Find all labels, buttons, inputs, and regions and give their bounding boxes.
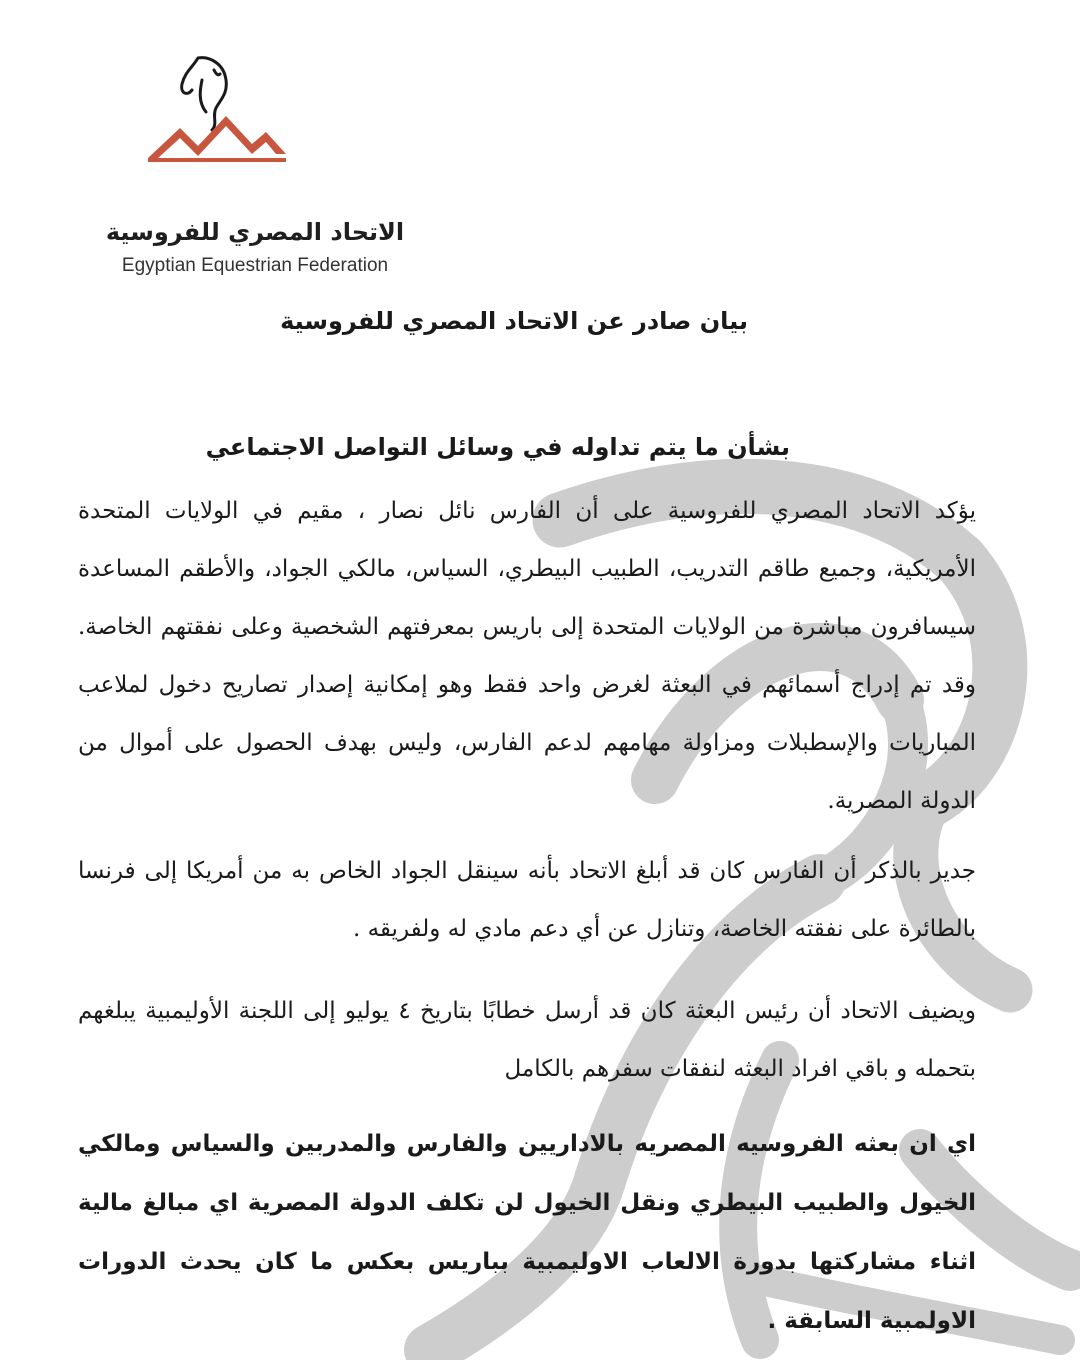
logo-english-name: Egyptian Equestrian Federation [121,255,389,276]
paragraph-4-bold: اي ان بعثه الفروسيه المصريه بالاداريين والفارس والمدربين والسياس ومالكي الخيول والطبيب البيطري ونقل الخيول لن تكلف الدولة المصرية اي مبالغ مالية اثناء مشاركتها بدورة الالعاب الاوليمبية بباريس بعكس ما كان يحدث الدورات الاولمبية السابقة . [78,1131,976,1334]
statement-title: بيان صادر عن الاتحاد المصري للفروسية [280,307,748,335]
paragraph-3: ويضيف الاتحاد أن رئيس البعثة كان قد أرسل خطابًا بتاريخ ٤ يوليو إلى اللجنة الأوليمبية يبلغهم بتحمله و باقي افراد البعثه لنفقات سفرهم بالكامل [78,998,976,1082]
horse-logo-icon [140,50,290,170]
paragraph-1: يؤكد الاتحاد المصري للفروسية على أن الفارس نائل نصار ، مقيم في الولايات المتحدة الأمريكية، وجميع طاقم التدريب، الطبيب البيطري، السياس، مالكي الجواد، والأطقم المساعدة سيسافرون مباشرة من الولايات المتحدة إلى باريس بمعرفتهم الشخصية وعلى نفقتهم الخاصة. وقد تم إدراج أسمائهم في البعثة لغرض واحد فقط وهو إمكانية إصدار تصاريح دخول لملاعب المباريات والإسطبلات ومزاولة مهامهم لدعم الفارس، وليس بهدف الحصول على أموال من الدولة المصرية. [78,498,976,814]
logo-arabic-name: الاتحاد المصري للفروسية [105,218,405,246]
federation-logo [80,50,405,276]
statement-subtitle: بشأن ما يتم تداوله في وسائل التواصل الاجتماعي [205,433,790,461]
paragraph-2: جدير بالذكر أن الفارس كان قد أبلغ الاتحاد بأنه سينقل الجواد الخاص به من أمريكا إلى فرنسا بالطائرة على نفقته الخاصة، وتنازل عن أي دعم مادي له ولفريقه . [78,858,976,942]
